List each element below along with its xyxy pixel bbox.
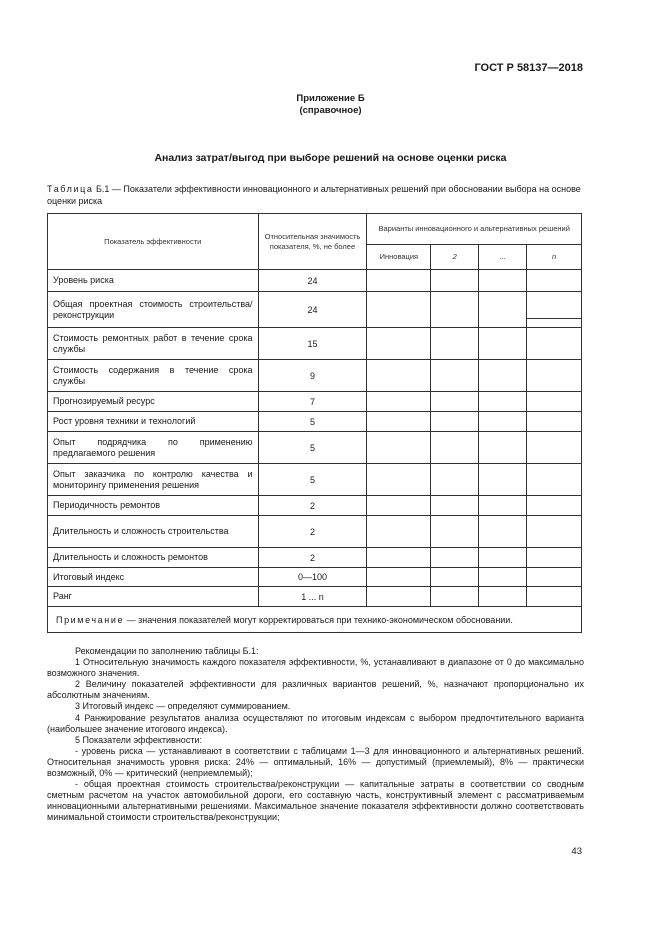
indicator-name: Общая проектная стоимость строительства/реконструкции (48, 292, 259, 328)
significance-value: 7 (258, 392, 367, 412)
variant-cell (367, 464, 431, 496)
variant-cell (527, 516, 582, 548)
header-variant-2: 2 (431, 245, 479, 270)
variant-cell (367, 328, 431, 360)
paragraph: 2 Величину показателей эффективности для различных вариантов решений, %, назначают пропорционально их абсолютным значениям. (47, 679, 584, 701)
variant-cell (479, 464, 527, 496)
significance-value: 5 (258, 412, 367, 432)
variant-cell (479, 292, 527, 328)
variant-cell (367, 392, 431, 412)
variant-cell (367, 516, 431, 548)
paragraph: - общая проектная стоимость строительства/реконструкции — капитальные затраты в соответствии со сводным сметным расчетом на участок автомобильной дороги, его составную часть, конструктивный элемент с рассматриваемым инновационными альтернативными решениями. Максимальное значение показателя эффективности должно соответствовать минимальной стоимости строительства/реконструкции; (47, 779, 584, 823)
variant-cell (431, 392, 479, 412)
annex-heading (0, 93, 661, 117)
variant-cell (527, 587, 582, 607)
variant-cell (527, 392, 582, 412)
header-variant-innovation: Инновация (367, 245, 431, 270)
significance-value: 2 (258, 516, 367, 548)
indicator-name: Опыт подрядчика по применению предлагаемого решения (48, 432, 259, 464)
table-row (48, 360, 582, 392)
paragraph: - уровень риска — устанавливают в соответствии с таблицами 1—3 для инновационного и альтернативных решений. Относительная значимость уровня риска: 24% — оптимальный, 16% — допустимый (приемлемый), 8% — практически возможный, 0% — критический (неприемлемый); (47, 745, 584, 779)
variant-cell (431, 412, 479, 432)
table-row (48, 432, 582, 464)
table-row (48, 270, 582, 292)
paragraph: 3 Итоговый индекс — определяют суммированием. (75, 701, 291, 712)
significance-value: 24 (258, 270, 367, 292)
indicator-name: Ранг (48, 587, 259, 607)
table-row (48, 568, 582, 587)
variant-cell (367, 360, 431, 392)
header-variant-ellipsis: ... (479, 245, 527, 270)
standard-number: ГОСТ Р 58137—2018 (474, 62, 583, 74)
variant-cell (479, 432, 527, 464)
variant-cell (367, 548, 431, 568)
variant-cell (367, 568, 431, 587)
significance-value: 0—100 (258, 568, 367, 587)
header-indicator: Показатель эффективности (48, 214, 259, 270)
indicator-name: Стоимость ремонтных работ в течение срока службы (48, 328, 259, 360)
variant-cell (431, 464, 479, 496)
indicator-name: Периодичность ремонтов (48, 496, 259, 516)
table-row (48, 496, 582, 516)
table-row (48, 392, 582, 412)
indicator-name: Стоимость содержания в течение срока службы (48, 360, 259, 392)
variant-cell (479, 270, 527, 292)
header-significance: Относительная значимость показателя, %, не более (258, 214, 367, 270)
variant-cell (431, 516, 479, 548)
variant-cell (479, 392, 527, 412)
page-number: 43 (571, 846, 582, 857)
variant-cell (367, 496, 431, 516)
table-row (48, 548, 582, 568)
variant-cell (479, 496, 527, 516)
variant-cell (527, 464, 582, 496)
variant-cell (431, 328, 479, 360)
variant-cell (479, 548, 527, 568)
variant-cell (367, 432, 431, 464)
variant-cell (431, 292, 479, 328)
variant-cell (367, 412, 431, 432)
table-row (48, 328, 582, 360)
table-caption (47, 183, 584, 207)
significance-value: 5 (258, 432, 367, 464)
variant-cell (479, 328, 527, 360)
section-title: Анализ затрат/выгод при выборе решений на основе оценки риска (154, 152, 507, 164)
variant-cell (479, 360, 527, 392)
variant-cell (479, 568, 527, 587)
indicator-name: Опыт заказчика по контролю качества и мониторингу применения решения (48, 464, 259, 496)
indicator-name: Уровень риска (48, 270, 259, 292)
indicator-name: Итоговый индекс (48, 568, 259, 587)
variant-cell (527, 548, 582, 568)
variant-cell (479, 412, 527, 432)
table-row (48, 412, 582, 432)
variant-cell (367, 292, 431, 328)
indicator-name: Рост уровня техники и технологий (48, 412, 259, 432)
significance-value: 1 ... n (258, 587, 367, 607)
variant-cell (431, 548, 479, 568)
variant-cell (527, 496, 582, 516)
variant-cell (367, 270, 431, 292)
table-note-label: Примечание (56, 614, 125, 625)
header-variants: Варианты инновационного и альтернативных решений (367, 214, 582, 245)
variant-cell (527, 328, 582, 360)
indicator-name: Прогнозируемый ресурс (48, 392, 259, 412)
significance-value: 9 (258, 360, 367, 392)
variant-cell (431, 360, 479, 392)
significance-value: 5 (258, 464, 367, 496)
paragraph: 4 Ранжирование результатов анализа осуществляют по итоговым индексам с выбором предпочтительного варианта (наибольшее значение итогового индекса). (47, 712, 584, 734)
table-row (48, 516, 582, 548)
indicator-name: Длительность и сложность строительства (48, 516, 259, 548)
variant-cell (527, 360, 582, 392)
variant-cell (479, 516, 527, 548)
significance-value: 15 (258, 328, 367, 360)
table-row (48, 292, 582, 328)
recommendations-text (47, 646, 584, 824)
variant-cell (367, 587, 431, 607)
variant-cell (431, 496, 479, 516)
annex-subtitle: (справочное) (299, 105, 362, 116)
variant-cell (527, 270, 582, 292)
variant-cell (479, 587, 527, 607)
paragraph: Рекомендации по заполнению таблицы Б.1: (75, 646, 259, 656)
table-caption-text: Б.1 — Показатели эффективности инновационного и альтернативных решений при обосновании выбора на основе оценки риска (47, 184, 581, 206)
variant-cell (527, 432, 582, 464)
variant-cell (527, 292, 582, 328)
indicator-name: Длительность и сложность ремонтов (48, 548, 259, 568)
variant-cell (431, 568, 479, 587)
variant-cell (431, 587, 479, 607)
paragraph: 1 Относительную значимость каждого показателя эффективности, %, устанавливают в диапазоне от 0 до максимально возможного значения. (47, 657, 584, 679)
table-row (48, 464, 582, 496)
variant-cell (431, 270, 479, 292)
paragraph: 5 Показатели эффективности: (75, 734, 202, 745)
header-variant-n: n (527, 245, 582, 270)
efficiency-table (47, 213, 582, 633)
table-caption-label: Таблица (47, 184, 94, 194)
variant-cell (527, 412, 582, 432)
significance-value: 24 (258, 292, 367, 328)
significance-value: 2 (258, 496, 367, 516)
significance-value: 2 (258, 548, 367, 568)
annex-title: Приложение Б (296, 93, 365, 104)
table-row (48, 587, 582, 607)
table-note (48, 607, 582, 633)
variant-cell (527, 568, 582, 587)
table-note-text: — значения показателей могут корректироваться при технико-экономическом обосновании. (124, 614, 513, 625)
variant-cell (431, 432, 479, 464)
